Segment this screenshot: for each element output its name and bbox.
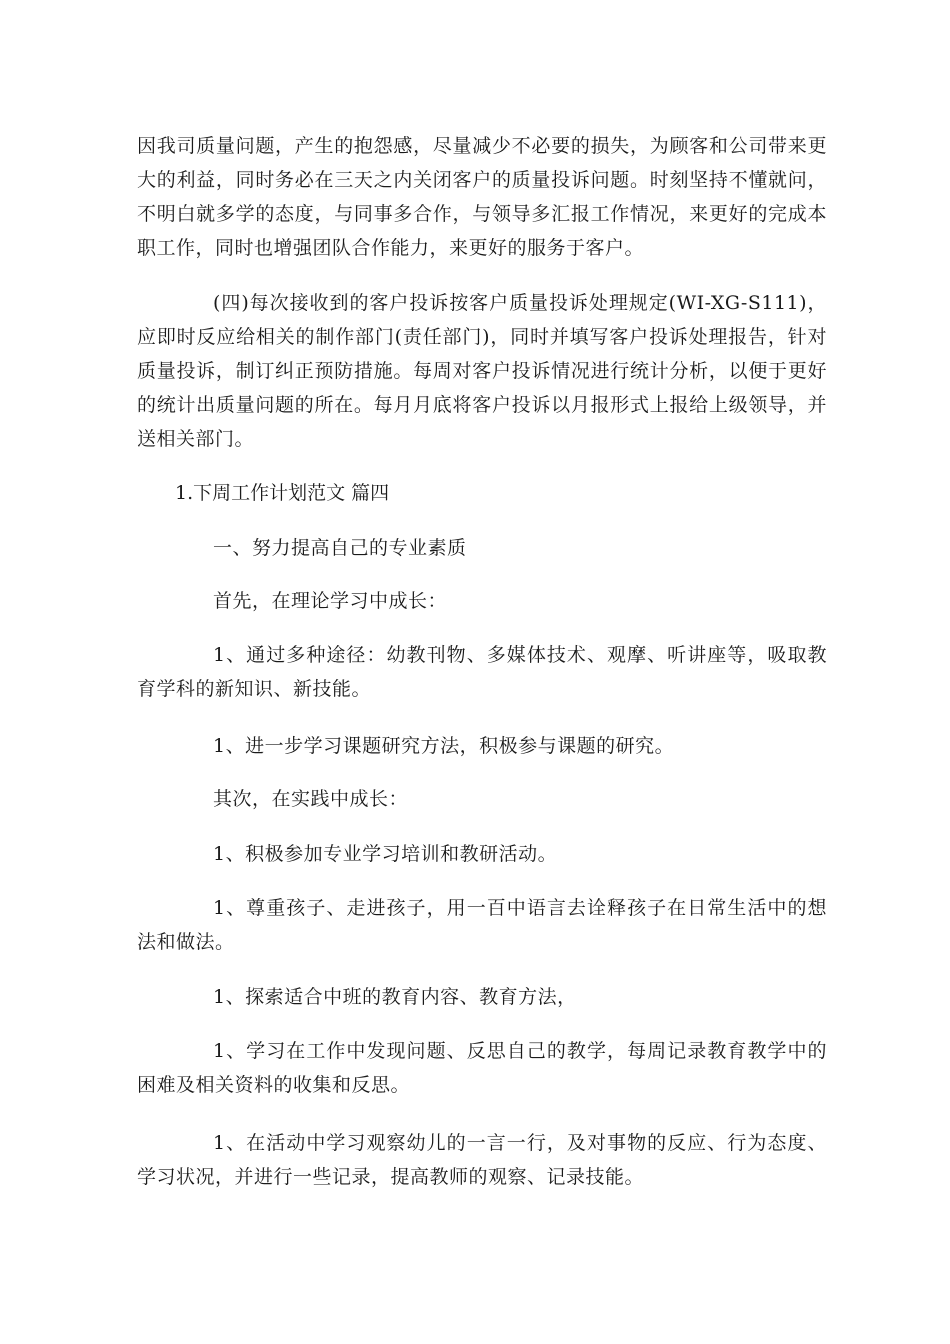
paragraph-practice-growth: 其次，在实践中成长：: [213, 788, 409, 810]
list-item-reflect-teaching: 1、学习在工作中发现问题、反思自己的教学，每周记录教育教学中的困难及相关资料的收集和反思。: [137, 1040, 827, 1096]
paragraph-item-four: (四)每次接收到的客户投诉按客户质量投诉处理规定(WI-XG-S111)，应即时反应给相关的制作部门(责任部门)，同时并填写客户投诉处理报告，针对质量投诉，制订纠正预防措施。每周对客户投诉情况进行统计分析，以便于更好的统计出质量问题的所在。每月月底将客户投诉以月报形式上报给上级领导，并送相关部门。: [137, 292, 827, 450]
list-item-observe-children: 1、在活动中学习观察幼儿的一言一行，及对事物的反应、行为态度、学习状况，并进行一些记录，提高教师的观察、记录技能。: [137, 1132, 827, 1188]
list-item-training: 1、积极参加专业学习培训和教研活动。: [213, 843, 558, 865]
section-heading: 1.下周工作计划范文 篇四: [175, 482, 390, 504]
paragraph-quality-complaint: 因我司质量问题，产生的抱怨感，尽量减少不必要的损失，为顾客和公司带来更大的利益，同时务必在三天之内关闭客户的质量投诉问题。时刻坚持不懂就问，不明白就多学的态度，与同事多合作，与领导多汇报工作情况，来更好的完成本职工作，同时也增强团队合作能力，来更好的服务于客户。: [137, 135, 827, 259]
list-item-various-channels: 1、通过多种途径：幼教刊物、多媒体技术、观摩、听讲座等，吸取教育学科的新知识、新技能。: [137, 644, 827, 700]
list-item-research-methods: 1、进一步学习课题研究方法，积极参与课题的研究。: [213, 735, 675, 757]
subheading-professional-quality: 一、努力提高自己的专业素质: [213, 537, 467, 559]
paragraph-theory-learning: 首先，在理论学习中成长：: [213, 590, 448, 612]
list-item-respect-children: 1、尊重孩子、走进孩子，用一百中语言去诠释孩子在日常生活中的想法和做法。: [137, 897, 827, 953]
list-item-explore-methods: 1、探索适合中班的教育内容、教育方法，: [213, 986, 577, 1008]
